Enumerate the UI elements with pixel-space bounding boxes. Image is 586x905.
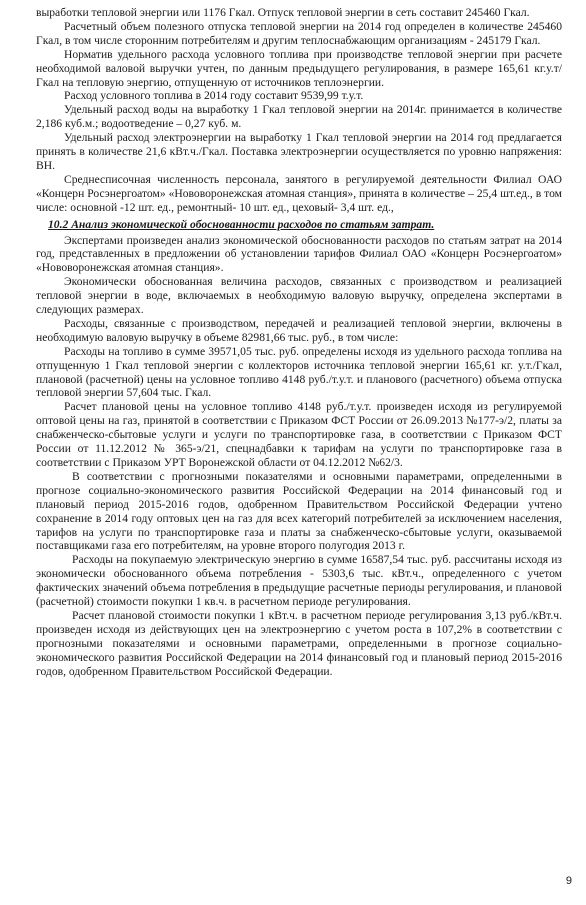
paragraph-fuel-norm: Норматив удельного расхода условного топлива при производстве тепловой энергии при расчете необходимой валовой выручки учтен, по данным предыдущего регулирования, в размере 165,61 кг.у.т/Гкал на тепловую энергию, отпущенную от источников теплоэнергии. <box>36 47 562 89</box>
paragraph-water-consumption: Удельный расход воды на выработку 1 Гкал тепловой энергии на 2014г. принимается в количестве 2,186 куб.м.; водоотведение – 0,27 куб. м. <box>36 103 562 131</box>
paragraph-electricity-price: Расчет плановой стоимости покупки 1 кВт.ч. в расчетном периоде регулирования 3,13 руб./кВт.ч. произведен исходя из действующих цен на электроэнергию с учетом роста в 107,2% в соответствии с прогнозными показателями и основными параметрами, определенными в прогнозе социально-экономического развития Российской Федерации на 2014 финансовый год и плановый период 2015-2016 годов, одобренном Правительством Российской Федерации. <box>36 608 562 678</box>
paragraph-electricity-consumption: Удельный расход электроэнергии на выработку 1 Гкал тепловой энергии на 2014 год предлагается принять в количестве 21,6 кВт.ч./Гкал. Поставка электроэнергии осуществляется по уровню напряжения: ВН. <box>36 131 562 172</box>
paragraph-total-expenses: Расходы, связанные с производством, передачей и реализацией тепловой энергии, включены в необходимую валовую выручку в объеме 82981,66 тыс. руб., в том числе: <box>36 316 562 344</box>
paragraph-forecast: В соответствии с прогнозными показателями и основными параметрами, определенными в прогнозе социально-экономического развития Российской Федерации на 2014 финансовый год и плановый период 2015-2016 годов, одобренном Правительством Российской Федерации учтено сохранение в 2014 году оптовых цен на газ для всех категорий потребителей за исключением населения, тарифов на услуги по транспортировке газа и платы за снабженческо-сбытовые услуги, оказываемой поставщиками газа его потребителям, на уровне второго полугодия 2013 г. <box>36 469 562 553</box>
page-number: 9 <box>565 875 572 888</box>
paragraph-continuation: выработки тепловой энергии или 1176 Гкал. Отпуск тепловой энергии в сеть составит 245460 Гкал. <box>36 6 530 19</box>
document-body <box>36 6 562 679</box>
paragraph-fuel-consumption: Расход условного топлива в 2014 году составит 9539,99 т.у.т. <box>64 89 364 103</box>
paragraph-useful-supply: Расчетный объем полезного отпуска тепловой энергии на 2014 год определен в количестве 245460 Гкал, в том числе сторонним потребителям и другим теплоснабжающим организациям - 245179 Гкал. <box>36 19 562 47</box>
paragraph-fuel-expenses: Расходы на топливо в сумме 39571,05 тыс. руб. определены исходя из удельного расхода топлива на отпущенную 1 Гкал тепловой энергии с коллекторов источника тепловой энергии 165,61 кг. у.т./Гкал, плановой (расчетной) цены на условное топливо 4148 руб./т.у.т. и планового (расчетного) объема отпуска тепловой энергии 57,604 тыс. Гкал. <box>36 344 562 400</box>
paragraph-fuel-price: Расчет плановой цены на условное топливо 4148 руб./т.у.т. произведен исходя из регулируемой оптовой цены на газ, принятой в соответствии с Приказом ФСТ России от 26.09.2013 №177-э/2, платы за снабженческо-сбытовые услуги и услуги по транспортировке газа, в соответствии с Приказом ФСТ России от 11.12.2012 № 365-э/21, спецнадбавки к тарифам на услуги по транспортировке газа в соответствии с Приказом УРТ Воронежской области от 04.12.2012 №62/3. <box>36 400 562 469</box>
paragraph-economic-value: Экономически обоснованная величина расходов, связанных с производством и реализацией тепловой энергии в воде, включаемых в необходимую валовую выручку, определена экспертами в следующих размерах. <box>36 275 562 317</box>
paragraph-electricity-expenses: Расходы на покупаемую электрическую энергию в сумме 16587,54 тыс. руб. рассчитаны исходя из экономически обоснованного объема потребления - 5303,6 тыс. кВт.ч., определенного с учетом фактических значений объема потребления в предыдущие расчетные периоды регулирования, и плановой (расчетной) стоимости покупки 1 кв.ч. в расчетном периоде регулирования. <box>36 553 562 609</box>
paragraph-expert-analysis: Экспертами произведен анализ экономической обоснованности расходов по статьям затрат на 2014 год, представленных в предложении об установлении тарифов Филиал ОАО «Концерн Росэнергоатом» «Нововоронежская атомная станция». <box>36 233 562 275</box>
paragraph-staff: Среднесписочная численность персонала, занятого в регулируемой деятельности Филиал ОАО «Концерн Росэнергоатом» «Нововоронежская атомная станция», принята в количестве – 25,4 шт.ед., в том числе: основной -12 шт. ед., ремонтный- 10 шт. ед., цеховый- 3,4 шт. ед., <box>36 172 562 214</box>
section-heading: 10.2 Анализ экономической обоснованности расходов по статьям затрат. <box>48 217 435 231</box>
